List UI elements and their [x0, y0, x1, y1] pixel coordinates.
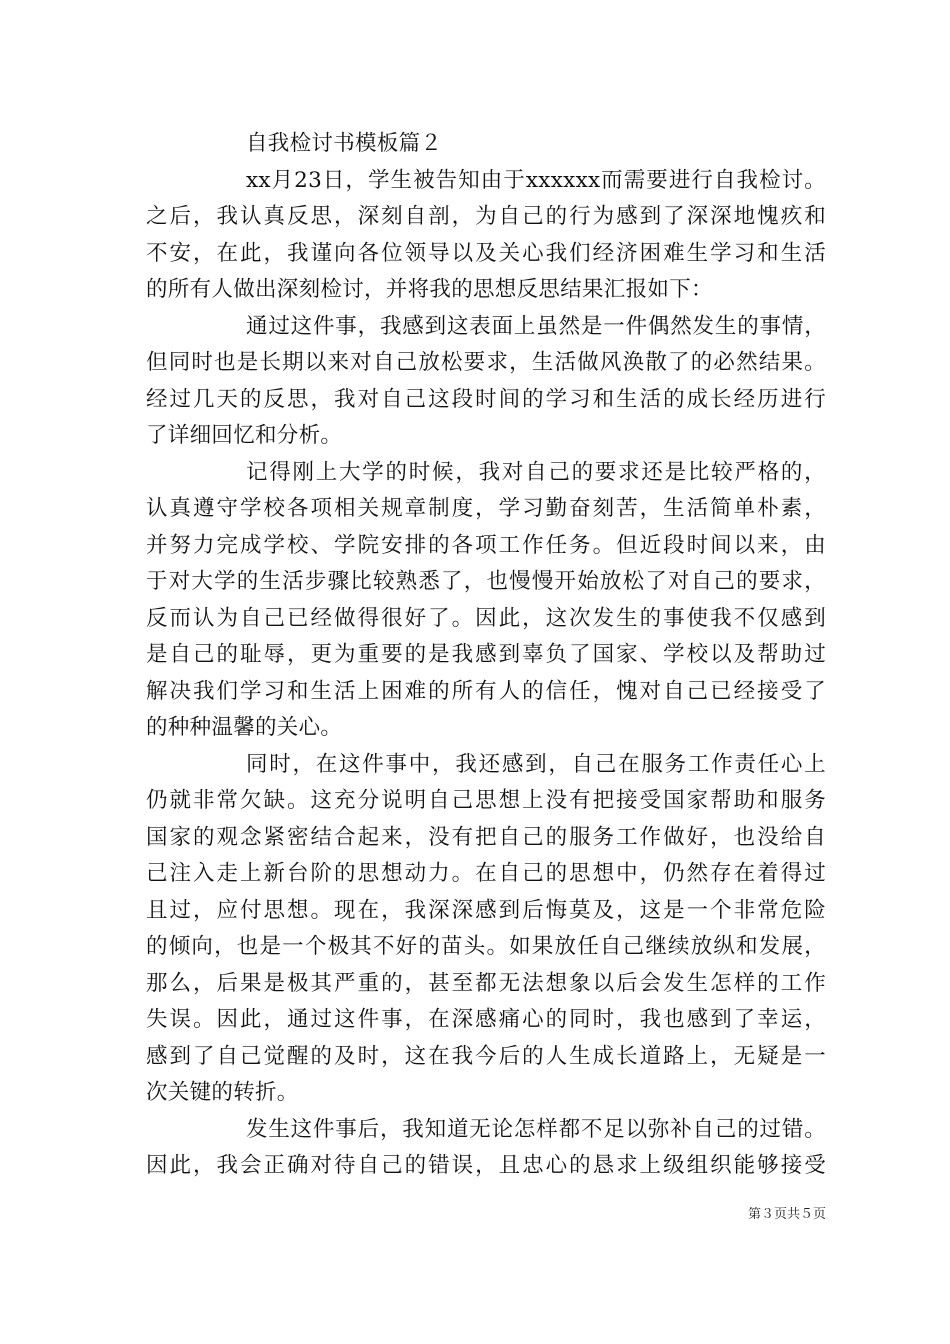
text-line: 感到了自己觉醒的及时，这在我今后的人生成长道路上，无疑是一 — [146, 1043, 826, 1069]
paragraph — [146, 747, 826, 1112]
text-line: 认真遵守学校各项相关规章制度，学习勤奋刻苦，生活简单朴素， — [146, 496, 826, 521]
page-number: 第３页共５页 — [747, 1207, 826, 1222]
text-line: 次关键的转折。 — [146, 1080, 299, 1105]
text-line: xx月23日，学生被告知由于xxxxxx而需要进行自我检讨。 — [246, 167, 826, 193]
text-line: 于对大学的生活步骤比较熟悉了，也慢慢开始放松了对自己的要求， — [146, 569, 826, 594]
text-line: 因此，我会正确对待自己的错误，且忠心的恳求上级组织能够接受 — [146, 1153, 826, 1178]
text-line: 反而认为自己已经做得很好了。因此，这次发生的事使我不仅感到 — [146, 605, 826, 631]
text-line: 的种种温馨的关心。 — [146, 715, 343, 740]
text-line: 并努力完成学校、学院安排的各项工作任务。但近段时间以来，由 — [146, 532, 826, 558]
text-line: 是自己的耻辱，更为重要的是我感到辜负了国家、学校以及帮助过 — [146, 642, 826, 667]
text-line: 解决我们学习和生活上困难的所有人的信任，愧对自己已经接受了 — [146, 678, 826, 704]
text-line: 仍就非常欠缺。这充分说明自己思想上没有把接受国家帮助和服务 — [146, 788, 826, 813]
text-line: 国家的观念紧密结合起来，没有把自己的服务工作做好，也没给自 — [146, 824, 826, 850]
text-line: 那么，后果是极其严重的，甚至都无法想象以后会发生怎样的工作 — [146, 970, 826, 996]
text-line: 之后，我认真反思，深刻自剖，为自己的行为感到了深深地愧疚和 — [146, 204, 826, 229]
text-line: 记得刚上大学的时候，我对自己的要求还是比较严格的， — [246, 459, 826, 485]
text-line: 但同时也是长期以来对自己放松要求，生活做风涣散了的必然结果。 — [146, 350, 826, 375]
paragraph — [146, 309, 826, 455]
text-line: 的所有人做出深刻检讨，并将我的思想反思结果汇报如下： — [146, 277, 713, 302]
text-line: 的倾向，也是一个极其不好的苗头。如果放任自己继续放纵和发展， — [146, 934, 826, 959]
paragraph — [146, 455, 826, 747]
text-line: 了详细回忆和分析。 — [146, 423, 343, 448]
text-line: 己注入走上新台阶的思想动力。在自己的思想中，仍然存在着得过 — [146, 861, 826, 886]
text-line: 不安，在此，我谨向各位领导以及关心我们经济困难生学习和生活 — [146, 240, 826, 266]
text-line: 发生这件事后，我知道无论怎样都不足以弥补自己的过错。 — [246, 1116, 826, 1142]
paragraph — [146, 163, 826, 309]
text-line: 失误。因此，通过这件事，在深感痛心的同时，我也感到了幸运， — [146, 1007, 826, 1032]
text-line: 通过这件事，我感到这表面上虽然是一件偶然发生的事情， — [246, 313, 826, 339]
text-line: 且过，应付思想。现在，我深深感到后悔莫及，这是一个非常危险 — [146, 897, 826, 923]
document-title: 自我检讨书模板篇２ — [246, 131, 443, 156]
text-line: 经过几天的反思，我对自己这段时间的学习和生活的成长经历进行 — [146, 386, 826, 412]
document-body — [146, 126, 826, 1185]
paragraph — [146, 1112, 826, 1185]
text-line: 同时，在这件事中，我还感到，自己在服务工作责任心上 — [246, 751, 826, 777]
